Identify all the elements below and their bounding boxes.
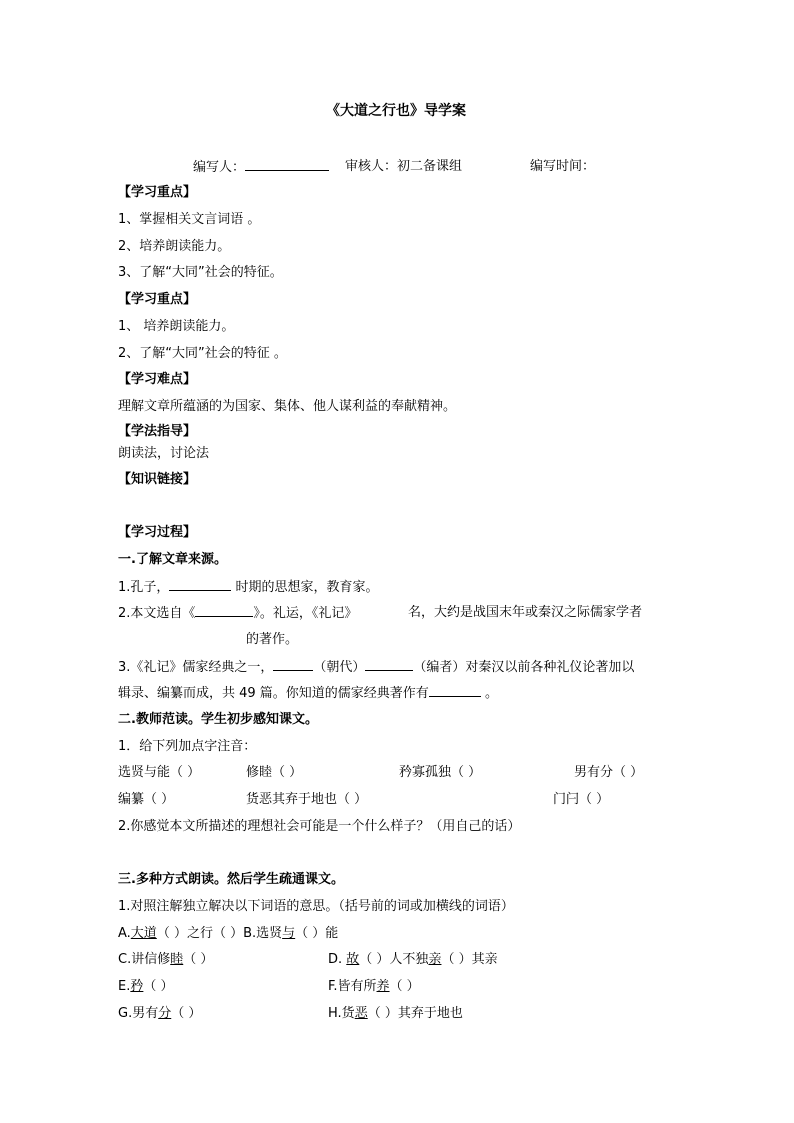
q3-blank-classics bbox=[429, 686, 481, 697]
pinyin-item: 门闩（ ） bbox=[553, 792, 610, 807]
q3-prefix: 3.《礼记》儒家经典之一， bbox=[118, 660, 274, 675]
vocab-text: （ ） bbox=[171, 1006, 202, 1021]
author-blank bbox=[245, 160, 329, 171]
reviewer-text: 审核人：初二备课组 bbox=[345, 159, 463, 174]
vocab-text: （ ）其弃于地也 bbox=[367, 1006, 463, 1021]
section-heading-focus: 【学习重点】 bbox=[118, 185, 197, 200]
part2-title: 二.教师范读。学生初步感知课文。 bbox=[118, 712, 318, 727]
vocab-underlined: 分 bbox=[158, 1006, 172, 1021]
header-line bbox=[193, 160, 329, 174]
q3-blank-editor bbox=[365, 660, 413, 671]
vocab-text: （ ） bbox=[143, 979, 174, 994]
vocab-text: （ ）能 bbox=[295, 926, 339, 941]
vocab-row-ab bbox=[118, 927, 338, 940]
difficulty-text: 理解文章所蕴涵的为国家、集体、他人谋利益的奉献精神。 bbox=[118, 399, 457, 414]
vocab-row-g bbox=[118, 1007, 201, 1020]
q1-prefix: 1.孔子， bbox=[118, 580, 170, 595]
focus-item: 1、 培养朗读能力。 bbox=[118, 319, 235, 334]
part2-q1: 1．给下列加点字注音： bbox=[118, 739, 257, 754]
part3-title: 三.多种方式朗读。然后学生疏通课文。 bbox=[118, 872, 344, 887]
vocab-underlined: 恶 bbox=[354, 1006, 368, 1021]
q2-mid: 》。礼运，《礼记》 bbox=[253, 606, 358, 621]
pinyin-item: 选贤与能（ ） bbox=[118, 765, 201, 780]
vocab-text: （ ）人不独 bbox=[359, 952, 429, 967]
vocab-label: A. bbox=[118, 926, 131, 941]
section-heading-difficulty: 【学习难点】 bbox=[118, 372, 197, 387]
vocab-label: H.货 bbox=[328, 1006, 355, 1021]
vocab-underlined: 矜 bbox=[130, 979, 144, 994]
vocab-underlined: 与 bbox=[282, 926, 296, 941]
part1-q1 bbox=[118, 580, 379, 594]
q2-tail: 名，大约是战国末年或秦汉之际儒家学者 bbox=[408, 605, 643, 620]
vocab-row-c bbox=[118, 953, 213, 966]
focus-item: 1、掌握相关文言词语 。 bbox=[118, 212, 261, 227]
part2-q2: 2.你感觉本文所描述的理想社会可能是一个什么样子？（用自己的话） bbox=[118, 819, 521, 834]
part1-title: 一.了解文章来源。 bbox=[118, 552, 227, 567]
q2-tail-2: 的著作。 bbox=[246, 632, 299, 647]
vocab-underlined: 故 bbox=[346, 952, 360, 967]
time-label: 编写时间： bbox=[530, 159, 596, 174]
part1-q2 bbox=[118, 606, 357, 620]
vocab-row-e bbox=[118, 980, 174, 993]
vocab-text: （ ）之行（ ）B.选贤 bbox=[156, 926, 283, 941]
q3-end: 。 bbox=[484, 686, 498, 701]
vocab-underlined: 亲 bbox=[428, 952, 442, 967]
vocab-label: F.皆有所 bbox=[328, 979, 377, 994]
pinyin-item: 男有分（ ） bbox=[574, 765, 644, 780]
vocab-underlined: 大道 bbox=[130, 926, 157, 941]
focus-item: 3、了解“大同”社会的特征。 bbox=[118, 265, 283, 280]
author-label: 编写人： bbox=[193, 160, 246, 175]
vocab-text: （ ） bbox=[183, 952, 214, 967]
section-heading-process: 【学习过程】 bbox=[118, 525, 197, 540]
vocab-label: G.男有 bbox=[118, 1006, 159, 1021]
focus-item: 2、了解“大同”社会的特征 。 bbox=[118, 346, 287, 361]
q3-editor: （编者）对秦汉以前各种礼仪论著加以 bbox=[413, 660, 635, 675]
part1-q3-cont bbox=[118, 686, 498, 700]
vocab-row-h bbox=[328, 1007, 463, 1020]
vocab-underlined: 睦 bbox=[170, 952, 184, 967]
q1-blank bbox=[169, 580, 231, 591]
vocab-row-f bbox=[328, 980, 420, 993]
pinyin-item: 修睦（ ） bbox=[246, 765, 303, 780]
q1-suffix: 时期的思想家，教育家。 bbox=[235, 580, 379, 595]
q3-blank-dynasty bbox=[273, 660, 313, 671]
pinyin-item: 编纂（ ） bbox=[118, 792, 175, 807]
vocab-label: E. bbox=[118, 979, 131, 994]
section-heading-knowledge: 【知识链接】 bbox=[118, 472, 197, 487]
vocab-text: （ ）其亲 bbox=[441, 952, 498, 967]
vocab-underlined: 养 bbox=[376, 979, 390, 994]
part1-q3 bbox=[118, 660, 634, 674]
pinyin-item: 矜寡孤独（ ） bbox=[399, 765, 482, 780]
page-title: 《大道之行也》导学案 bbox=[326, 103, 466, 119]
q2-blank bbox=[195, 606, 253, 617]
section-heading-method: 【学法指导】 bbox=[118, 424, 197, 439]
vocab-label: D. bbox=[328, 952, 347, 967]
q3-cont: 辑录、编纂而成，共 49 篇。你知道的儒家经典著作有 bbox=[118, 686, 429, 701]
vocab-label: C.讲信修 bbox=[118, 952, 171, 967]
part3-q1: 1.对照注解独立解决以下词语的意思。（括号前的词或加横线的词语） bbox=[118, 899, 514, 914]
vocab-text: （ ） bbox=[389, 979, 420, 994]
method-text: 朗读法，讨论法 bbox=[118, 446, 210, 461]
vocab-row-d bbox=[328, 953, 498, 966]
pinyin-item: 货恶其弃于地也（ ） bbox=[246, 792, 368, 807]
focus-item: 2、培养朗读能力。 bbox=[118, 239, 231, 254]
q3-dynasty: （朝代） bbox=[313, 660, 366, 675]
q2-prefix: 2.本文选自《 bbox=[118, 606, 196, 621]
section-heading-focus-2: 【学习重点】 bbox=[118, 292, 197, 307]
